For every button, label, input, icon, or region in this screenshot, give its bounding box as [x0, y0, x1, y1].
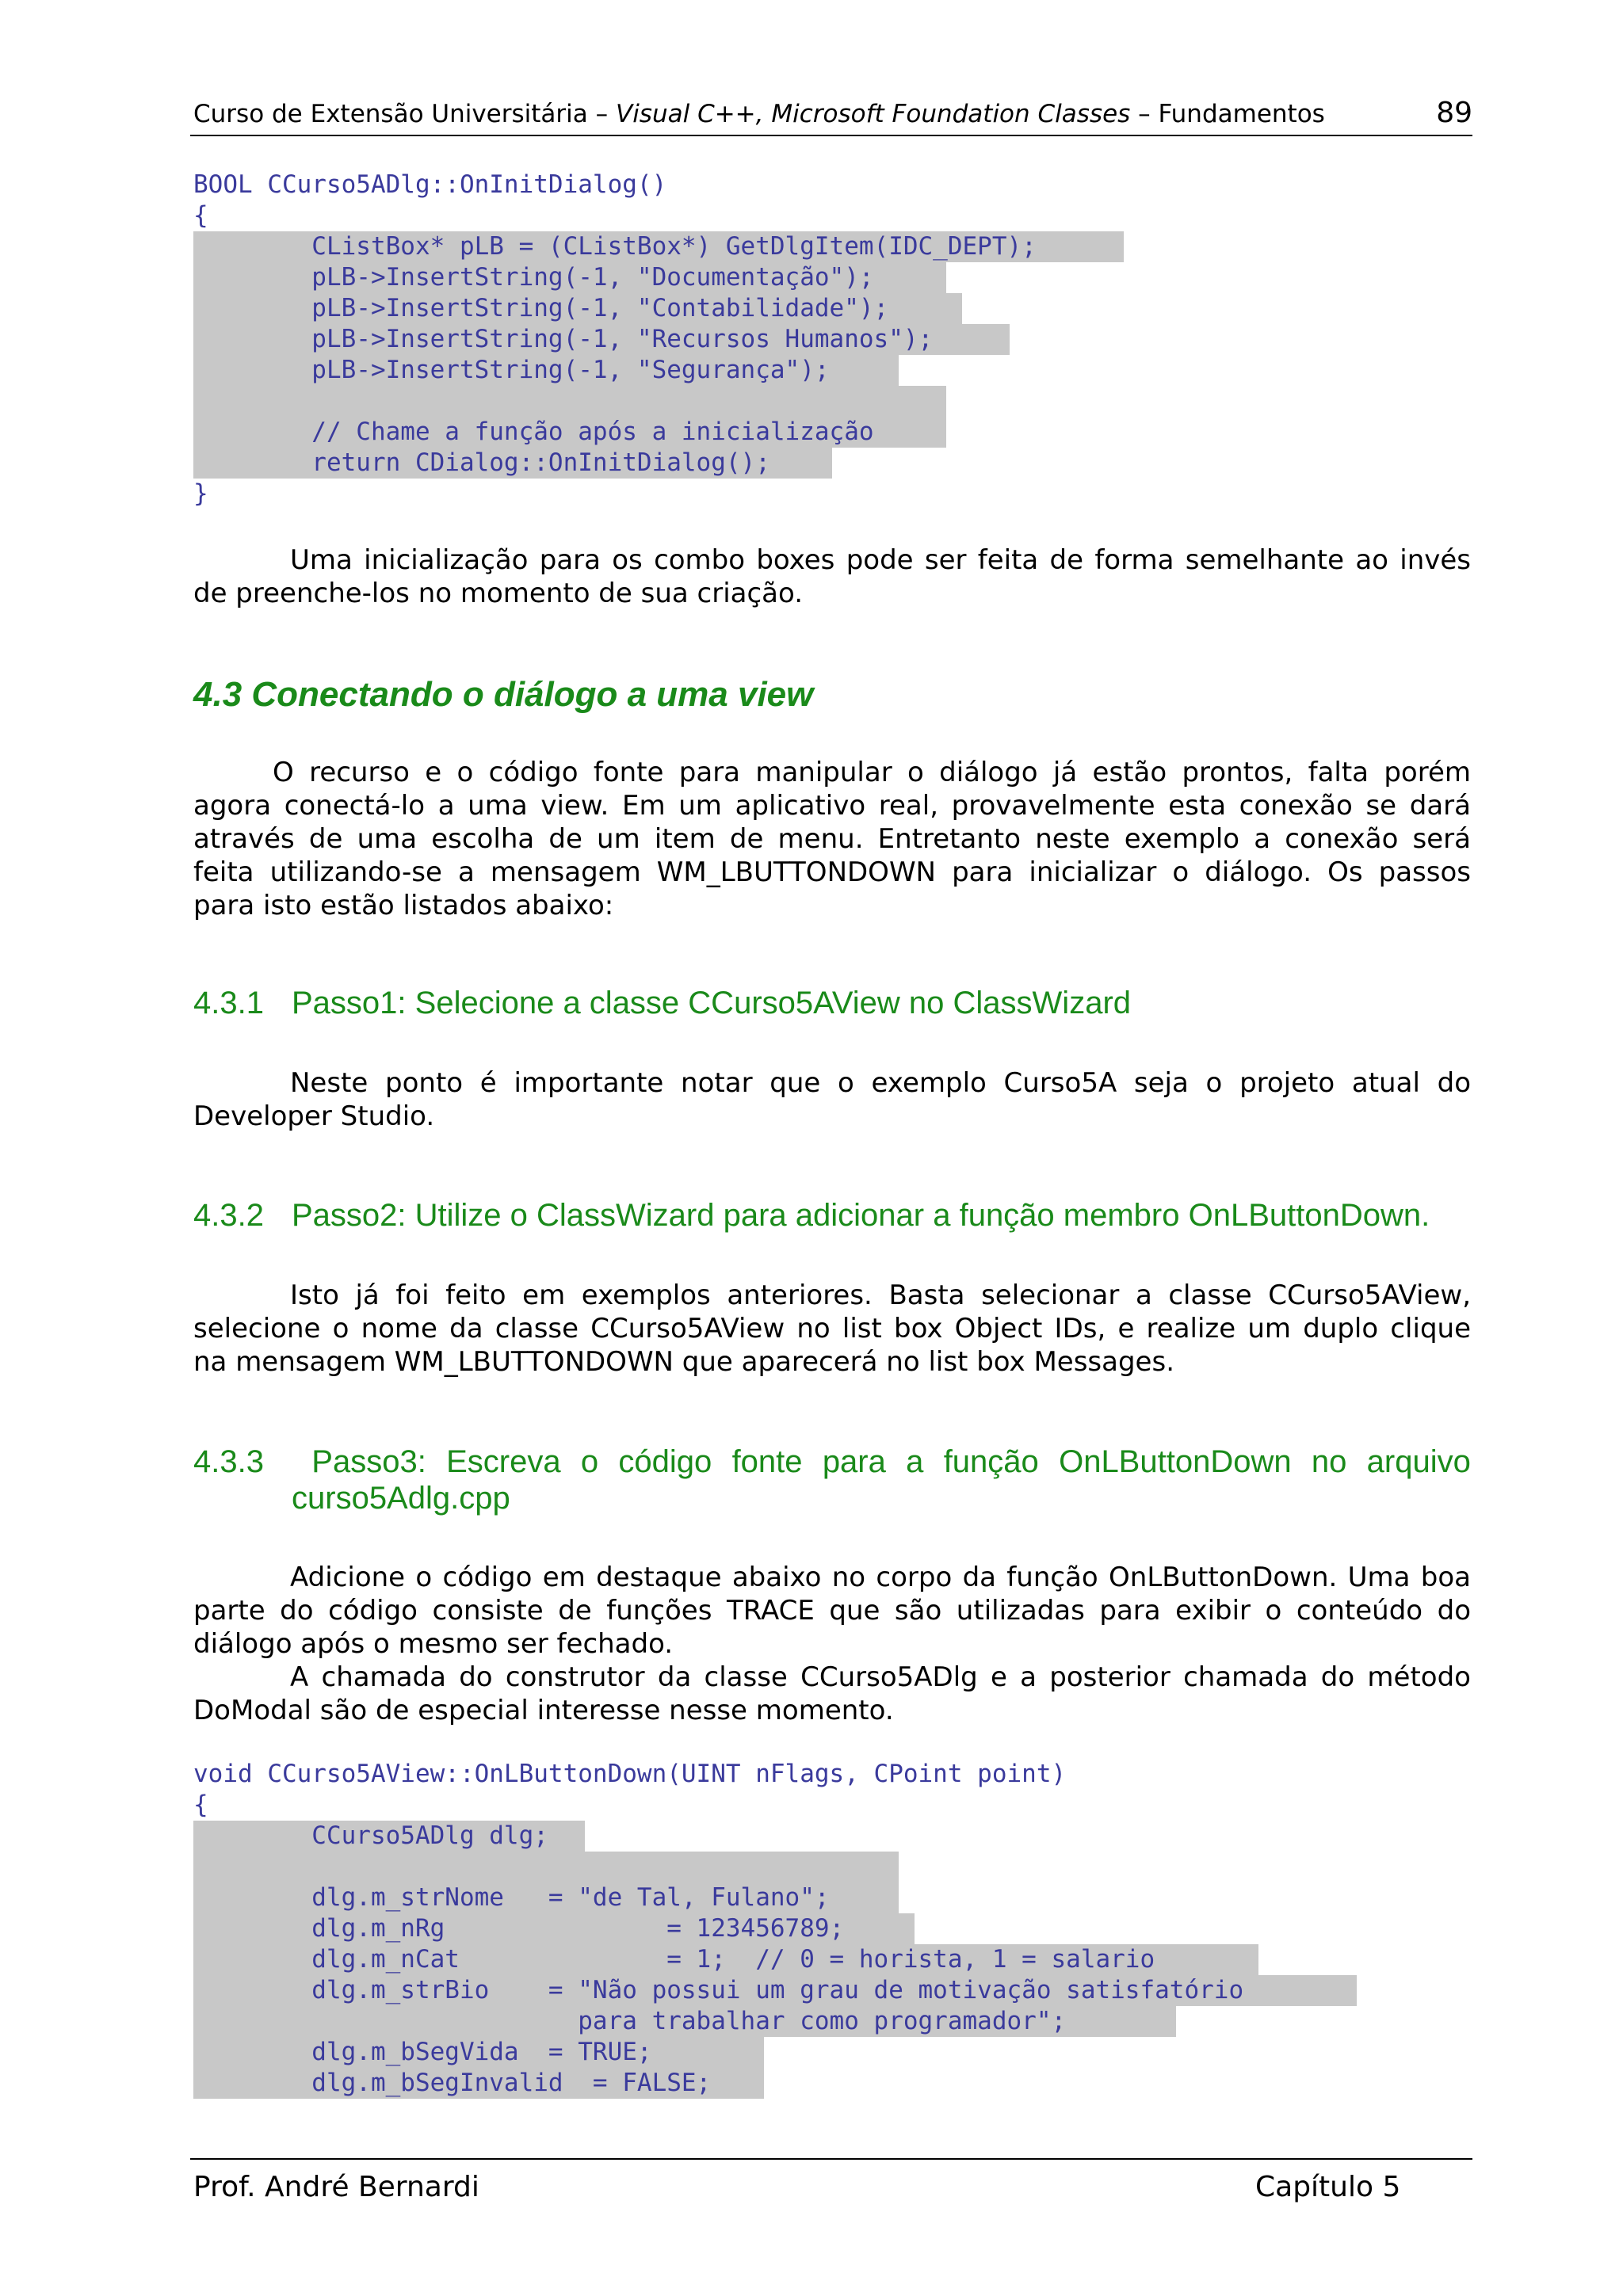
subsection-heading-step1: [193, 986, 1131, 1021]
code-line-highlighted: dlg.m_strNome = "de Tal, Fulano";: [193, 1882, 1243, 1913]
running-header: [193, 100, 1325, 128]
code-line-highlighted: dlg.m_nCat = 1; // 0 = horista, 1 = salario: [193, 1944, 1243, 1975]
text-line: parte do código consiste de funções TRACE que são utilizadas para exibir o conteúdo do: [193, 1595, 1471, 1627]
code-block-oninitdialog: [193, 170, 1037, 509]
title-word: fonte: [731, 1444, 803, 1479]
header-rule: [190, 135, 1472, 136]
title-word: a: [906, 1444, 924, 1479]
paragraph-step3: [193, 1561, 1471, 1727]
text-line: diálogo após o mesmo ser fechado.: [193, 1628, 674, 1660]
header-part3: – Fundamentos: [1130, 100, 1325, 128]
title-word: Passo3:: [311, 1444, 426, 1479]
text-line: DoModal são de especial interesse nesse momento.: [193, 1695, 894, 1726]
code-line-highlighted: [193, 1852, 1243, 1882]
text-line: através de uma escolha de um item de menu. Entretanto neste exemplo a conexão será: [193, 823, 1471, 855]
header-part1: Curso de Extensão Universitária –: [193, 100, 616, 128]
title-word: arquivo: [1366, 1444, 1471, 1479]
code-line: }: [193, 479, 208, 508]
code-line-highlighted: [193, 386, 1037, 417]
subsection-heading-step2: [193, 1198, 1430, 1234]
footer-author: Prof. André Bernardi: [193, 2171, 479, 2203]
title-word: OnLButtonDown: [1059, 1444, 1292, 1479]
title-word: função: [943, 1444, 1039, 1479]
text-line: Developer Studio.: [193, 1100, 435, 1132]
code-line-highlighted: CListBox* pLB = (CListBox*) GetDlgItem(IDC_DEPT);: [193, 231, 1037, 262]
subsection-number: 4.3.2: [193, 1198, 264, 1233]
text-line: Adicione o código em destaque abaixo no corpo da função OnLButtonDown. Uma boa: [290, 1562, 1471, 1593]
code-line-highlighted: dlg.m_bSegVida = TRUE;: [193, 2037, 1243, 2068]
text-line: para isto estão listados abaixo:: [193, 890, 614, 921]
code-line-highlighted: return CDialog::OnInitDialog();: [193, 448, 1037, 479]
text-line: A chamada do construtor da classe CCurso5ADlg e a posterior chamada do método: [290, 1661, 1471, 1693]
subsection-title: Passo2: Utilize o ClassWizard para adicionar a função membro OnLButtonDown.: [292, 1198, 1430, 1233]
subsection-title-line2: curso5Adlg.cpp: [292, 1481, 510, 1516]
code-line-highlighted: dlg.m_bSegInvalid = FALSE;: [193, 2068, 1243, 2099]
code-line-highlighted: pLB->InsertString(-1, "Segurança");: [193, 355, 1037, 386]
text-line: feita utilizando-se a mensagem WM_LBUTTONDOWN para inicializar o diálogo. Os passos: [193, 856, 1471, 888]
footer-chapter: Capítulo 5: [1255, 2171, 1401, 2203]
text-line: Isto já foi feito em exemplos anteriores. Basta selecionar a classe CCurso5AView,: [290, 1280, 1471, 1311]
text-line: Neste ponto é importante notar que o exemplo Curso5A seja o projeto atual do: [290, 1067, 1471, 1099]
title-word: no: [1311, 1444, 1347, 1479]
code-line-highlighted: dlg.m_strBio = "Não possui um grau de motivação satisfatório: [193, 1975, 1243, 2006]
code-line-highlighted: dlg.m_nRg = 123456789;: [193, 1913, 1243, 1944]
code-line-highlighted: pLB->InsertString(-1, "Documentação");: [193, 262, 1037, 293]
page-number: 89: [1436, 97, 1472, 129]
code-line: BOOL CCurso5ADlg::OnInitDialog(): [193, 170, 667, 199]
code-line-highlighted: pLB->InsertString(-1, "Contabilidade");: [193, 293, 1037, 324]
subsection-heading-step3: [193, 1444, 1471, 1516]
code-line-highlighted: pLB->InsertString(-1, "Recursos Humanos");: [193, 324, 1037, 355]
paragraph-connect-view: [193, 756, 1471, 922]
code-line-highlighted: para trabalhar como programador";: [193, 2006, 1243, 2037]
code-comment-highlighted: // Chame a função após a inicialização: [193, 417, 1037, 448]
title-word: para: [822, 1444, 886, 1479]
paragraph-step1: [193, 1066, 1471, 1133]
code-line: {: [193, 1791, 208, 1819]
code-line: {: [193, 201, 208, 230]
title-word: o: [580, 1444, 599, 1479]
subsection-title-line1: [193, 1444, 1471, 1480]
subsection-title: Passo1: Selecione a classe CCurso5AView no ClassWizard: [292, 986, 1132, 1020]
paragraph-step2: [193, 1279, 1471, 1379]
title-word: Escreva: [446, 1444, 561, 1479]
text-line: agora conectá-lo a uma view. Em um aplicativo real, provavelmente esta conexão se dará: [193, 790, 1471, 822]
text-line: na mensagem WM_LBUTTONDOWN que aparecerá no list box Messages.: [193, 1346, 1174, 1378]
text-line: Uma inicialização para os combo boxes pode ser feita de forma semelhante ao invés: [290, 544, 1471, 576]
code-line-highlighted: CCurso5ADlg dlg;: [193, 1821, 1243, 1852]
text-line: O recurso e o código fonte para manipular o diálogo já estão prontos, falta porém: [273, 757, 1471, 788]
title-word: código: [618, 1444, 712, 1479]
section-heading: 4.3 Conectando o diálogo a uma view: [193, 675, 814, 714]
header-part2: Visual C++, Microsoft Foundation Classes: [615, 100, 1131, 128]
footer-rule: [190, 2158, 1472, 2160]
subsection-number: 4.3.3: [193, 1444, 264, 1479]
code-block-onlbuttondown: [193, 1759, 1243, 2099]
paragraph-combo-init: [193, 543, 1471, 610]
text-line: selecione o nome da classe CCurso5AView no list box Object IDs, e realize um duplo clique: [193, 1313, 1471, 1344]
code-line: void CCurso5AView::OnLButtonDown(UINT nFlags, CPoint point): [193, 1760, 1067, 1788]
subsection-number: 4.3.1: [193, 986, 264, 1020]
text-line: de preenche-los no momento de sua criação.: [193, 578, 804, 609]
